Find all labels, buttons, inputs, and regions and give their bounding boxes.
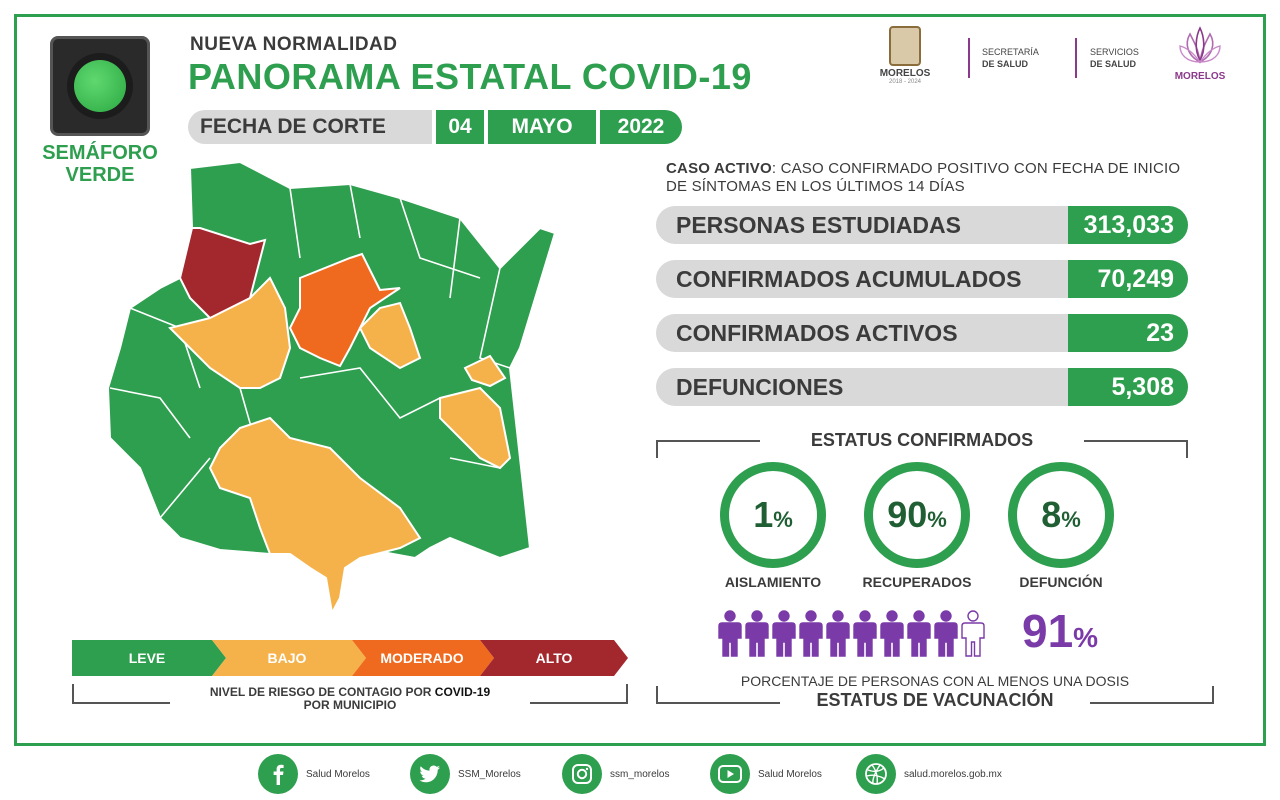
status-label: RECUPERADOS	[862, 574, 972, 590]
traffic-light-housing	[67, 53, 133, 119]
logo-divider	[968, 38, 970, 78]
person-outline-icon	[961, 610, 985, 658]
stat-value: 70,249	[1068, 260, 1188, 298]
person-filled-icon	[907, 610, 931, 658]
social-footer	[0, 752, 1280, 796]
legend-caption-pre: NIVEL DE RIESGO DE CONTAGIO POR	[209, 685, 435, 699]
vaccination-percent: 91%	[1022, 605, 1099, 657]
instagram-link[interactable]	[562, 754, 669, 794]
status-ring-defuncion	[1008, 462, 1114, 568]
active-case-term: CASO ACTIVO	[666, 160, 772, 177]
facebook-handle: Salud Morelos	[306, 768, 370, 780]
cutoff-date-day: 04	[436, 110, 484, 144]
morelos-logo-years: 2018 - 2024	[888, 79, 922, 85]
cutoff-date-month: MAYO	[488, 110, 596, 144]
morelos-flower-logo	[1170, 26, 1230, 82]
vaccination-title: ESTATUS DE VACUNACIÓN	[780, 690, 1090, 711]
vaccination-people-icons	[718, 610, 985, 660]
person-filled-icon	[826, 610, 850, 658]
person-filled-icon	[718, 610, 742, 658]
legend-item-moderado: MODERADO	[380, 650, 464, 666]
stat-row	[656, 314, 1188, 352]
traffic-light-icon	[50, 36, 150, 136]
logo-divider	[1075, 38, 1077, 78]
morelos-seal-icon	[889, 26, 921, 66]
page-title: PANORAMA ESTATAL COVID-19	[188, 56, 752, 97]
twitter-handle: SSM_Morelos	[458, 768, 521, 780]
person-filled-icon	[853, 610, 877, 658]
stat-value: 313,033	[1068, 206, 1188, 244]
stat-row	[656, 260, 1188, 298]
person-filled-icon	[934, 610, 958, 658]
twitter-link[interactable]	[410, 754, 521, 794]
flower-icon	[1178, 26, 1222, 66]
facebook-icon	[258, 754, 298, 794]
youtube-handle: Salud Morelos	[758, 768, 822, 780]
stat-row	[656, 206, 1188, 244]
youtube-icon	[710, 754, 750, 794]
facebook-link[interactable]	[258, 754, 370, 794]
stat-value: 23	[1068, 314, 1188, 352]
morelos-municipality-map	[100, 158, 560, 628]
morelos-logo	[874, 26, 936, 85]
instagram-icon	[562, 754, 602, 794]
status-value: 8%	[1041, 494, 1081, 535]
status-ring-aislamiento	[720, 462, 826, 568]
person-filled-icon	[799, 610, 823, 658]
servicios-line1: SERVICIOS	[1090, 47, 1139, 57]
instagram-handle: ssm_morelos	[610, 768, 670, 780]
status-label: AISLAMIENTO	[724, 574, 822, 590]
legend-caption	[170, 686, 530, 712]
flower-logo-text: MORELOS	[1174, 71, 1226, 82]
legend-caption-highlight: COVID-19	[434, 685, 491, 699]
status-value: 1%	[753, 494, 793, 535]
secretaria-logo	[982, 46, 1039, 70]
green-light	[74, 60, 126, 112]
stat-value: 5,308	[1068, 368, 1188, 406]
stat-label: CONFIRMADOS ACTIVOS	[656, 314, 1076, 352]
website-link[interactable]	[856, 754, 1002, 794]
legend-item-alto: ALTO	[535, 650, 573, 666]
cutoff-date-year: 2022	[600, 110, 682, 144]
active-case-text: : CASO CONFIRMADO POSITIVO CON FECHA DE INICIO DE SÍNTOMAS EN LOS ÚLTIMOS 14 DÍAS	[666, 160, 1181, 195]
stat-row	[656, 368, 1188, 406]
stat-label: PERSONAS ESTUDIADAS	[656, 206, 1076, 244]
youtube-link[interactable]	[710, 754, 822, 794]
legend-caption-post: POR MUNICIPIO	[303, 698, 397, 712]
secretaria-line2: DE SALUD	[982, 59, 1029, 69]
active-case-definition	[666, 160, 1186, 196]
servicios-logo	[1090, 46, 1139, 70]
morelos-logo-text: MORELOS	[879, 68, 931, 79]
semaforo-label-line2: VERDE	[65, 164, 135, 186]
twitter-icon	[410, 754, 450, 794]
legend-item-leve: LEVE	[128, 650, 166, 666]
stat-label: CONFIRMADOS ACUMULADOS	[656, 260, 1076, 298]
status-label: DEFUNCIÓN	[1019, 574, 1103, 590]
cutoff-date-label: FECHA DE CORTE	[188, 110, 432, 144]
person-filled-icon	[880, 610, 904, 658]
semaforo-label-line1: SEMÁFORO	[42, 142, 158, 164]
servicios-line2: DE SALUD	[1090, 59, 1137, 69]
status-title: ESTATUS CONFIRMADOS	[760, 430, 1084, 451]
page-subtitle: NUEVA NORMALIDAD	[190, 34, 398, 55]
legend-item-bajo: BAJO	[267, 650, 307, 666]
stat-label: DEFUNCIONES	[656, 368, 1076, 406]
status-ring-recuperados	[864, 462, 970, 568]
cutoff-date-bar	[188, 110, 682, 144]
website-url: salud.morelos.gob.mx	[904, 768, 1002, 780]
person-filled-icon	[772, 610, 796, 658]
person-filled-icon	[745, 610, 769, 658]
secretaria-line1: SECRETARÍA	[982, 47, 1039, 57]
status-value: 90%	[887, 494, 947, 535]
vaccination-caption: PORCENTAJE DE PERSONAS CON AL MENOS UNA DOSIS	[740, 673, 1130, 689]
globe-icon	[856, 754, 896, 794]
